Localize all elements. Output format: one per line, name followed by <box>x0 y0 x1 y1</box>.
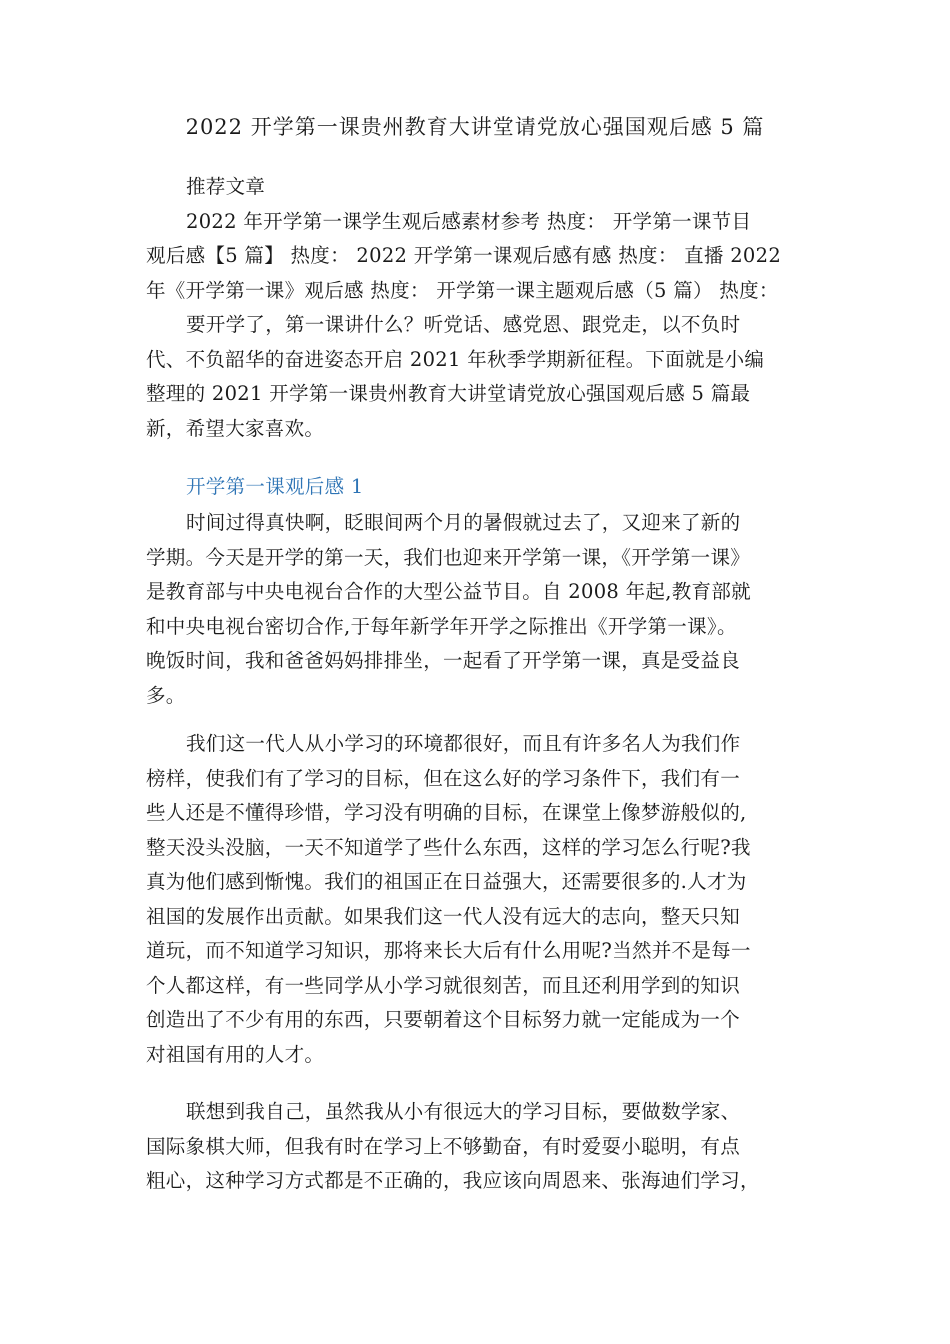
paragraph-line: 和中央电视台密切合作,于每年新学年开学之际推出《开学第一课》。 <box>146 614 737 638</box>
section-heading: 开学第一课观后感 1 <box>186 475 364 498</box>
paragraph-line: 晚饭时间，我和爸爸妈妈排排坐，一起看了开学第一课，真是受益良 <box>146 649 741 672</box>
paragraph-line: 联想到我自己，虽然我从小有很远大的学习目标，要做数学家、 <box>186 1100 741 1123</box>
recommended-line: 年《开学第一课》观后感 热度： 开学第一课主题观后感（5 篇） 热度： <box>146 278 779 302</box>
paragraph-line: 整天没头没脑，一天不知道学了些什么东西，这样的学习怎么行呢?我 <box>146 835 751 859</box>
paragraph-line: 是教育部与中央电视台合作的大型公益节目。自 2008 年起,教育部就 <box>146 580 751 603</box>
paragraph-line: 时间过得真快啊，眨眼间两个月的暑假就过去了，又迎来了新的 <box>186 511 741 534</box>
paragraph-line: 创造出了不少有用的东西，只要朝着这个目标努力就一定能成为一个 <box>146 1008 741 1031</box>
intro-line: 要开学了，第一课讲什么？听党话、感党恩、跟党走，以不负时 <box>186 313 741 336</box>
recommended-line: 观后感【5 篇】 热度： 2022 开学第一课观后感有感 热度： 直播 2022 <box>146 244 782 267</box>
recommended-section <box>146 170 810 308</box>
paragraph-line: 对祖国有用的人才。 <box>146 1042 325 1066</box>
document-title: 2022 开学第一课贵州教育大讲堂请党放心强国观后感 5 篇 <box>185 115 765 139</box>
recommended-line: 2022 年开学第一课学生观后感素材参考 热度： 开学第一课节目 <box>186 209 752 233</box>
section-heading-block <box>146 470 810 505</box>
paragraph-line: 个人都这样，有一些同学从小学习就很刻苦，而且还利用学到的知识 <box>146 973 741 997</box>
paragraph-line: 道玩，而不知道学习知识，那将来长大后有什么用呢?当然并不是每一 <box>146 939 751 962</box>
recommended-label: 推荐文章 <box>186 175 266 198</box>
paragraph-3 <box>146 1095 810 1199</box>
intro-line: 新，希望大家喜欢。 <box>146 416 325 440</box>
intro-line: 整理的 2021 开学第一课贵州教育大讲堂请党放心强国观后感 5 篇最 <box>146 382 751 405</box>
paragraph-line: 我们这一代人从小学习的环境都很好，而且有许多名人为我们作 <box>186 732 741 755</box>
paragraph-line: 真为他们感到惭愧。我们的祖国正在日益强大，还需要很多的.人才为 <box>146 870 747 893</box>
paragraph-line: 祖国的发展作出贡献。如果我们这一代人没有远大的志向，整天只知 <box>146 904 741 928</box>
paragraph-line: 学期。今天是开学的第一天，我们也迎来开学第一课，《开学第一课》 <box>146 545 751 569</box>
paragraph-line: 多。 <box>146 683 186 707</box>
intro-line: 代、不负韶华的奋进姿态开启 2021 年秋季学期新征程。下面就是小编 <box>146 347 765 371</box>
paragraph-1 <box>146 506 810 713</box>
paragraph-line: 国际象棋大师，但我有时在学习上不够勤奋，有时爱耍小聪明，有点 <box>146 1134 741 1158</box>
paragraph-line: 粗心，这种学习方式都是不正确的，我应该向周恩来、张海迪们学习， <box>146 1169 760 1192</box>
paragraph-line: 些人还是不懂得珍惜，学习没有明确的目标，在课堂上像梦游般似的, <box>146 801 747 824</box>
paragraph-line: 榜样，使我们有了学习的目标，但在这么好的学习条件下，我们有一 <box>146 766 741 790</box>
intro-paragraph <box>146 308 810 446</box>
paragraph-2 <box>146 727 810 1072</box>
